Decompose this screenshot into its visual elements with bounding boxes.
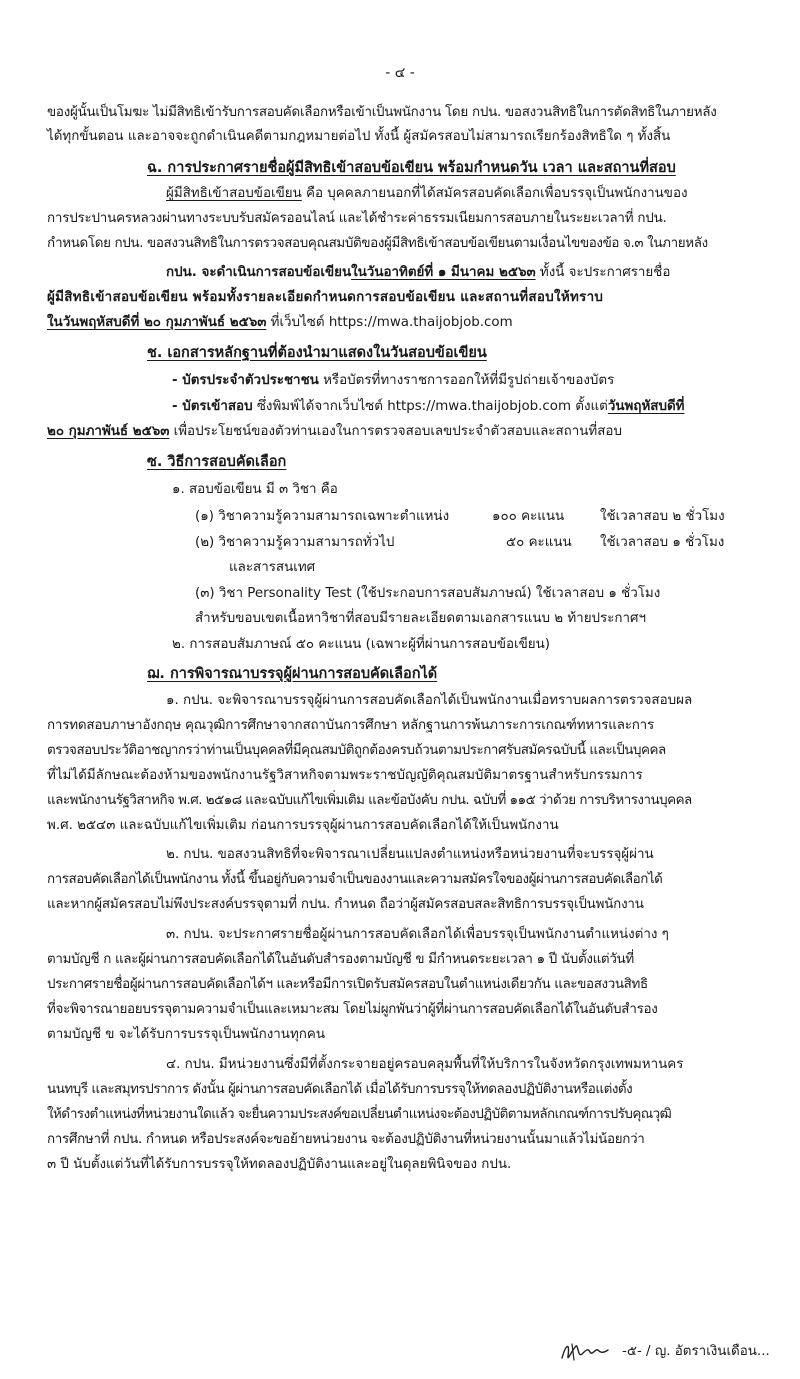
intro-line-2: ได้ทุกขั้นตอน และอาจจะถูกดำเนินคดีตามกฎหมายต่อไป ทั้งนี้ ผู้สมัครสอบไม่สามารถเรียกร้องสิทธิใด ๆ ทั้งสิ้น: [47, 129, 671, 144]
section-chor2-heading: ช. เอกสารหลักฐานที่ต้องนำมาแสดงในวันสอบข้อเขียน: [147, 345, 487, 361]
written-exam-item: ๑. สอบข้อเขียน มี ๓ วิชา คือ: [172, 482, 338, 497]
eligible-term: ผู้มีสิทธิเข้าสอบข้อเขียน: [166, 186, 302, 201]
section-chor-p1-line2: การประปานครหลวงผ่านทางระบบรับสมัครออนไลน์ และได้ชำระค่าธรรมเนียมการสอบภายในระยะเวลาที่ กปน.: [47, 211, 667, 226]
section-sor-heading: ซ. วิธีการสอบคัดเลือก: [147, 454, 287, 470]
exam-card-desc: ซึ่งพิมพ์ได้จากเว็บไซต์ https://mwa.thaijobjob.com ตั้งแต่: [252, 399, 608, 414]
doc-item-2: [172, 397, 684, 417]
chhor-p1-line: การทดสอบภาษาอังกฤษ คุณวุฒิการศึกษาจากสถาบันการศึกษา หลักฐานการพ้นภาระการเกณฑ์ทหารและการ: [47, 718, 654, 733]
signature-mark: [558, 1338, 618, 1366]
chhor-p2-line: และหากผู้สมัครสอบไม่พึงประสงค์บรรจุตามที่ กปน. กำหนด ถือว่าผู้สมัครสอบสละสิทธิการบรรจุเป็นพนักงาน: [47, 897, 644, 912]
chhor-p3-line: ตามบัญชี ข จะได้รับการบรรจุเป็นพนักงานทุกคน: [47, 1027, 325, 1042]
section-chor-p2-line3: [47, 313, 513, 333]
exam-card-date-start: วันพฤหัสบดีที่: [607, 399, 685, 414]
id-card-desc: หรือบัตรที่ทางราชการออกให้ที่มีรูปถ่ายเจ้าของบัตร: [318, 373, 615, 388]
chhor-p1-line: ตรวจสอบประวัติอาชญากรว่าท่านเป็นบุคคลที่มีคุณสมบัติถูกต้องครบถ้วนตามประกาศรับสมัครฉบับนี้ และเป็นบุคคล: [47, 743, 666, 758]
exam-notice-tail: ทั้งนี้ จะประกาศรายชื่อ: [535, 265, 671, 280]
subject-2-time: ใช้เวลาสอบ ๑ ชั่วโมง: [600, 535, 725, 550]
subject-3-line1: (๓) วิชา Personality Test (ใช้ประกอบการสอบสัมภาษณ์) ใช้เวลาสอบ ๑ ชั่วโมง: [195, 586, 661, 601]
exam-notice-lead: กปน. จะดำเนินการสอบข้อเขียน: [166, 265, 352, 280]
section-chor-p1-line3: กำหนดโดย กปน. ขอสงวนสิทธิในการตรวจสอบคุณสมบัติของผู้มีสิทธิเข้าสอบข้อเขียนตามเงื่อนไขของข้อ จ.๓ ในภายหลัง: [47, 236, 708, 251]
chhor-p3-line: ที่จะพิจารณายอยบรรจุตามความจำเป็นและเหมาะสม โดยไม่ผูกพันว่าผู้ที่ผ่านการสอบคัดเลือกได้ในอันดับสำรอง: [47, 1002, 658, 1017]
exam-card-date: ๒๐ กุมภาพันธ์ ๒๕๖๓: [47, 424, 170, 439]
chhor-p3-line: ตามบัญชี ก และผู้ผ่านการสอบคัดเลือกได้ในอันดับสำรองตามบัญชี ข มีกำหนดระยะเวลา ๑ ปี นับตั้งแต่วันที่: [47, 952, 634, 967]
chhor-p4-line: การศึกษาที่ กปน. กำหนด หรือประสงค์จะขอย้ายหน่วยงาน จะต้องปฏิบัติงานที่หน่วยงานนั้นมาแล้วไม่น้อยกว่า: [47, 1132, 645, 1147]
doc-item-1: [172, 371, 614, 391]
section-chor-p1: [166, 184, 688, 204]
chhor-p2-line: ๒. กปน. ขอสงวนสิทธิที่จะพิจารณาเปลี่ยนแปลงตำแหน่งหรือหน่วยงานที่จะบรรจุผู้ผ่าน: [166, 847, 654, 862]
chhor-p4-line: ให้ดำรงตำแหน่งที่หน่วยงานใดแล้ว จะยื่นความประสงค์ขอเปลี่ยนตำแหน่งจะต้องปฏิบัติตามหลักเกณฑ์การปรับคุณวุฒิ: [47, 1107, 672, 1122]
chhor-p4-line: ๓ ปี นับตั้งแต่วันที่ได้รับการบรรจุให้ทดลองปฏิบัติงานและอยู่ในดุลยพินิจของ กปน.: [47, 1157, 512, 1172]
chhor-p1-line: ที่ไม่ได้มีลักษณะต้องห้ามของพนักงานรัฐวิสาหกิจตามพระราชบัญญัติคุณสมบัติมาตรฐานสำหรับกรรมการ: [47, 768, 643, 783]
section-chor-p2-line2: ผู้มีสิทธิเข้าสอบข้อเขียน พร้อมทั้งรายละเอียดกำหนดการสอบข้อเขียน และสถานที่สอบให้ทราบ: [47, 290, 604, 305]
subject-1-name: (๑) วิชาความรู้ความสามารถเฉพาะตำแหน่ง: [195, 509, 450, 524]
doc-item-2-line2: [47, 422, 622, 442]
subject-2-name-line2: และสารสนเทศ: [229, 560, 316, 575]
announce-date: ในวันพฤหัสบดีที่ ๒๐ กุมภาพันธ์ ๒๕๖๓: [47, 315, 267, 330]
subject-2-name: (๒) วิชาความรู้ความสามารถทั่วไป: [195, 535, 395, 550]
chhor-p4-line: ๔. กปน. มีหน่วยงานซึ่งมีที่ตั้งกระจายอยู่ครอบคลุมพื้นที่ให้บริการในจังหวัดกรุงเทพมหานคร: [166, 1057, 684, 1072]
subject-3-line2: สำหรับขอบเขตเนื้อหาวิชาที่สอบมีรายละเอียดตามเอกสารแนบ ๒ ท้ายประกาศฯ: [195, 611, 647, 626]
chhor-p4-line: นนทบุรี และสมุทรปราการ ดังนั้น ผู้ผ่านการสอบคัดเลือกได้ เมื่อได้รับการบรรจุให้ทดลองปฏิบัติงานหรือแต่งตั้ง: [47, 1082, 633, 1097]
chhor-p3-line: ๓. กปน. จะประกาศรายชื่อผู้ผ่านการสอบคัดเลือกได้เพื่อบรรจุเป็นพนักงานตำแหน่งต่าง ๆ: [166, 927, 669, 942]
exam-card-label: - บัตรเข้าสอบ: [172, 399, 253, 414]
section-chor-p2: [166, 263, 670, 283]
page-number: - ๔ -: [385, 65, 415, 81]
section-chhor-heading: ฌ. การพิจารณาบรรจุผู้ผ่านการสอบคัดเลือกได้: [147, 666, 438, 682]
exam-card-purpose: เพื่อประโยชน์ของตัวท่านเองในการตรวจสอบเลขประจำตัวสอบและสถานที่สอบ: [169, 424, 622, 439]
chhor-p1-line: และพนักงานรัฐวิสาหกิจ พ.ศ. ๒๕๑๘ และฉบับแก้ไขเพิ่มเติม และข้อบังคับ กปน. ฉบับที่ ๑๑๕ ว่าด้วย การบริหารงานบุคคล: [47, 793, 692, 808]
intro-line-1: ของผู้นั้นเป็นโมฆะ ไม่มีสิทธิเข้ารับการสอบคัดเลือกหรือเข้าเป็นพนักงาน โดย กปน. ขอสงวนสิทธิในการตัดสิทธิในภายหลัง: [47, 105, 717, 120]
announce-website: ที่เว็บไซต์ https://mwa.thaijobjob.com: [266, 315, 513, 330]
subject-1-time: ใช้เวลาสอบ ๒ ชั่วโมง: [600, 509, 725, 524]
id-card-label: - บัตรประจำตัวประชาชน: [172, 373, 319, 388]
chhor-p1-line: ๑. กปน. จะพิจารณาบรรจุผู้ผ่านการสอบคัดเลือกได้เป็นพนักงานเมื่อทราบผลการตรวจสอบผล: [166, 693, 693, 708]
next-page-footer: -๕- / ญ. อัตราเงินเดือน...: [622, 1344, 770, 1359]
exam-date: ในวันอาทิตย์ที่ ๑ มีนาคม ๒๕๖๓: [351, 265, 536, 280]
subject-2-score: ๕๐ คะแนน: [506, 535, 572, 550]
section-chor-heading: ฉ. การประกาศรายชื่อผู้มีสิทธิเข้าสอบข้อเขียน พร้อมกำหนดวัน เวลา และสถานที่สอบ: [147, 160, 676, 176]
eligible-definition: คือ บุคคลภายนอกที่ได้สมัครสอบคัดเลือกเพื่อบรรจุเป็นพนักงานของ: [301, 186, 688, 201]
chhor-p3-line: ประกาศรายชื่อผู้ผ่านการสอบคัดเลือกได้ฯ และหรือมีการเปิดรับสมัครสอบในตำแหน่งเดียวกัน และขอสงวนสิทธิ: [47, 977, 648, 992]
chhor-p1-line: พ.ศ. ๒๕๔๓ และฉบับแก้ไขเพิ่มเติม ก่อนการบรรจุผู้ผ่านการสอบคัดเลือกได้ให้เป็นพนักงาน: [47, 818, 559, 833]
interview-item: ๒. การสอบสัมภาษณ์ ๕๐ คะแนน (เฉพาะผู้ที่ผ่านการสอบข้อเขียน): [172, 637, 550, 652]
chhor-p2-line: การสอบคัดเลือกได้เป็นพนักงาน ทั้งนี้ ขึ้นอยู่กับความจำเป็นของงานและความสมัครใจของผู้ผ่านการสอบคัดเลือกได้: [47, 872, 663, 887]
subject-1-score: ๑๐๐ คะแนน: [492, 509, 565, 524]
